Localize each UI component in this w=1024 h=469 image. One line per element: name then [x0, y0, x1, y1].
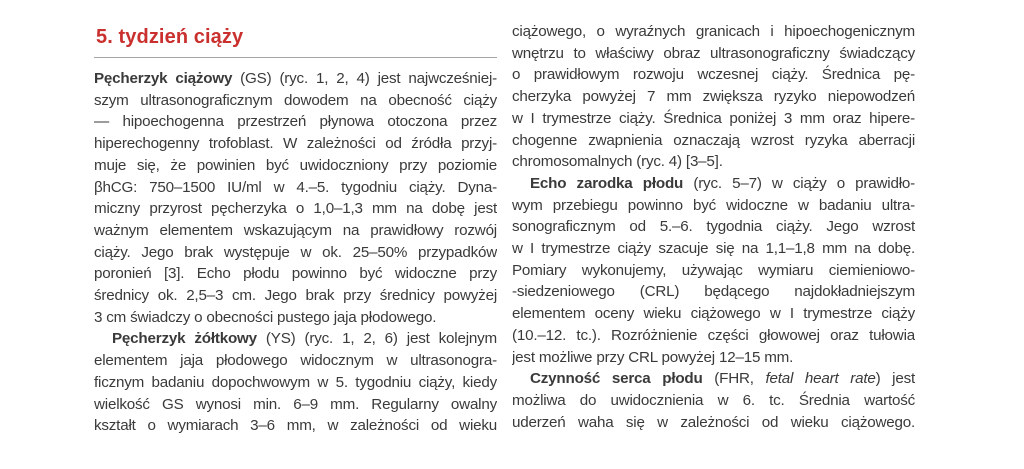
- text-run: elementem jaja płodowego widocznym w ultrasonogra-: [94, 352, 497, 370]
- text-run: chromosomalnych (ryc. 4) [3–5].: [512, 153, 723, 171]
- text-run: (10.–12. tc.). Rozróżnienie części głowowej oraz tułowia: [512, 326, 915, 344]
- term-bold: Pęcherzyk ciążowy: [94, 70, 233, 87]
- text-run: cherzyka powyżej 7 mm zwiększa ryzyko niepowodzeń: [512, 88, 915, 106]
- text-run: elementem oceny wieku ciążowego w I trymestrze ciąży: [512, 305, 915, 323]
- text-line: [94, 307, 497, 329]
- text-run: ciąży. Jego brak występuje w ok. 25–50% przypadków: [94, 243, 497, 261]
- text-line: [94, 285, 497, 307]
- text-line: [94, 220, 497, 242]
- text-line: [512, 260, 915, 282]
- text-run: chogenne zwapnienia oznaczają wzrost ryzyka aberracji: [512, 131, 915, 149]
- text-line: [94, 394, 497, 416]
- text-line: [512, 64, 915, 86]
- text-line: [512, 108, 915, 130]
- text-run: jest możliwe przy CRL powyżej 12–15 mm.: [512, 348, 794, 366]
- text-line: [94, 155, 497, 177]
- term-bold: Czynność serca płodu: [530, 370, 703, 388]
- text-line: [512, 86, 915, 108]
- text-line: [512, 151, 915, 173]
- right-column-text: [512, 21, 915, 433]
- text-line: [94, 328, 497, 350]
- text-run: 3 cm świadczy o obecności pustego jaja płodowego.: [94, 308, 437, 326]
- term-bold: Echo zarodka płodu: [530, 174, 684, 192]
- text-run: o prawidłowym rozwoju wczesnej ciąży. Średnica pę-: [512, 66, 915, 84]
- text-line: [512, 173, 915, 195]
- left-column-text: [94, 68, 497, 437]
- text-run: szym ultrasonograficznym dowodem na obecność ciąży: [94, 91, 497, 109]
- term-italic: fetal heart rate: [765, 370, 876, 388]
- text-line: [512, 130, 915, 152]
- text-run: hiperechogenny trofoblast. W zależności od źródła przyj-: [94, 135, 497, 153]
- text-run: ficznym badaniu dopochwowym w 5. tygodniu ciąży, kiedy: [94, 373, 497, 391]
- text-run: (FHR,: [702, 370, 766, 388]
- text-line: [512, 195, 915, 217]
- text-line: [94, 111, 497, 133]
- text-line: [94, 242, 497, 264]
- text-line: [94, 177, 497, 199]
- text-line: [512, 281, 915, 303]
- text-run: (YS) (ryc. 1, 2, 6) jest kolejnym: [256, 330, 497, 348]
- text-run: wielkość GS wynosi min. 6–9 mm. Regularny owalny: [94, 395, 497, 413]
- text-line: [512, 43, 915, 65]
- text-run: βhCG: 750–1500 IU/ml w 4.–5. tygodniu ciąży. Dyna-: [94, 178, 497, 196]
- text-run: ważnym elementem wskazującym na prawidłowy rozwój: [94, 221, 497, 239]
- text-line: [94, 68, 497, 90]
- text-run: muje się, że powinien być uwidoczniony przy poziomie: [94, 156, 497, 174]
- text-run: Pomiary wykonujemy, używając wymiaru ciemieniowo-: [512, 261, 915, 279]
- text-run: sonograficznym od 5.–6. tygodnia ciąży. Jego wzrost: [512, 218, 915, 236]
- text-line: [512, 21, 915, 43]
- text-line: [94, 372, 497, 394]
- text-line: [512, 390, 915, 412]
- text-line: [512, 412, 915, 434]
- text-run: (GS) (ryc. 1, 2, 4) jest najwcześniej-: [232, 70, 497, 87]
- text-line: [512, 325, 915, 347]
- left-column: [94, 0, 497, 437]
- text-line: [512, 368, 915, 390]
- heading-rule: [94, 57, 497, 58]
- text-run: wnętrzu to właściwy obraz ultrasonograficzny świadczący: [512, 44, 915, 62]
- text-run: w I trymestrze ciąży szacuje się na 1,1–1,8 mm na dobę.: [512, 240, 915, 258]
- text-line: [94, 415, 497, 437]
- text-line: [512, 238, 915, 260]
- text-run: poronień [3]. Echo płodu powinno być widoczne przy: [94, 265, 497, 283]
- text-run: średnicy ok. 2,5–3 cm. Jego brak przy średnicy powyżej: [94, 287, 497, 305]
- text-run: (ryc. 5–7) w ciąży o prawidło-: [683, 174, 915, 192]
- text-run: wym przebiegu powinno być widoczne w badaniu ultra-: [512, 196, 915, 214]
- text-line: [512, 347, 915, 369]
- section-heading: 5. tydzień ciąży: [96, 26, 244, 48]
- text-run: -siedzeniowego (CRL) będącego najdokładniejszym: [512, 283, 915, 301]
- text-line: [94, 198, 497, 220]
- text-run: w I trymestrze ciąży. Średnica poniżej 3 mm oraz hipere-: [512, 109, 915, 127]
- text-line: [94, 90, 497, 112]
- text-run: — hipoechogenna przestrzeń płynowa otoczona przez: [94, 113, 497, 131]
- term-bold: Pęcherzyk żółtkowy: [112, 330, 257, 348]
- text-run: ) jest: [875, 370, 915, 388]
- text-line: [94, 350, 497, 372]
- text-line: [94, 133, 497, 155]
- right-column: [512, 21, 915, 433]
- text-run: ciążowego, o wyraźnych granicach i hipoechogenicznym: [512, 23, 915, 40]
- text-line: [512, 303, 915, 325]
- text-line: [94, 263, 497, 285]
- text-run: uderzeń waha się w zależności od wieku ciążowego.: [512, 413, 915, 431]
- text-run: miczny przyrost pęcherzyka o 1,0–1,3 mm na dobę jest: [94, 200, 497, 218]
- text-run: kształt o wymiarach 3–6 mm, w zależności od wieku: [94, 417, 497, 435]
- text-run: możliwa do uwidocznienia w 6. tc. Średnia wartość: [512, 391, 915, 409]
- text-line: [512, 216, 915, 238]
